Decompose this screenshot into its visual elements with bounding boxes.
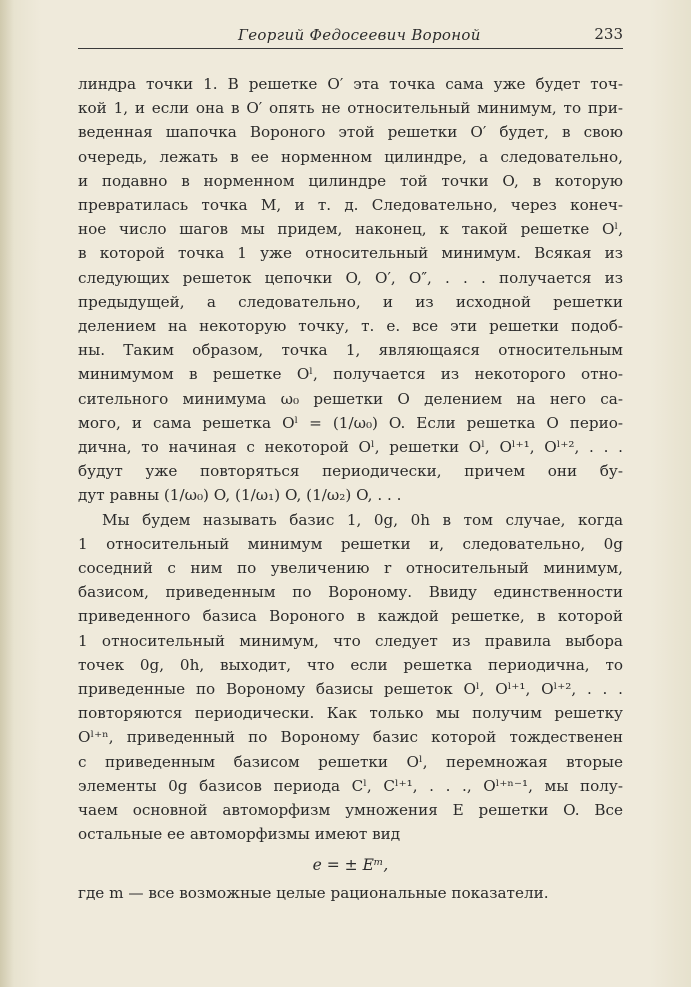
- page-number: 233: [594, 25, 623, 43]
- text-line: ны. Таким образом, точка 1, являющаяся относительным: [78, 341, 623, 360]
- text-line: 1 относительный минимум, что следует из правила выбора: [78, 631, 623, 650]
- text-line: минимумом в решетке Oˡ, получается из некоторого отно-: [78, 365, 623, 384]
- body-text: [78, 72, 623, 905]
- page-header: [78, 22, 623, 49]
- text-line: 1 относительный минимум решетки и, следовательно, 0g: [78, 534, 623, 553]
- text-line: элементы 0g базисов периода Cˡ, Cˡ⁺¹, . . ., Oˡ⁺ⁿ⁻¹, мы полу-: [78, 776, 623, 795]
- text-line: с приведенным базисом решетки Oˡ, перемножая вторые: [78, 752, 623, 771]
- text-line: в которой точка 1 уже относительный минимум. Всякая из: [78, 244, 623, 263]
- paragraph-1: [78, 72, 623, 508]
- text-line: Oˡ⁺ⁿ, приведенный по Вороному базис которой тождественен: [78, 728, 623, 747]
- text-line: где m — все возможные целые рациональные показатели.: [78, 883, 549, 902]
- text-line: повторяются периодически. Как только мы получим решетку: [78, 704, 623, 723]
- text-line: остальные ее автоморфизмы имеют вид: [78, 825, 401, 844]
- text-line: Мы будем называть базис 1, 0g, 0h в том случае, когда: [102, 510, 623, 529]
- text-line: дична, то начиная с некоторой Oˡ, решетки Oˡ, Oˡ⁺¹, Oˡ⁺², . . .: [78, 438, 623, 457]
- running-head: Георгий Федосеевич Вороной: [238, 26, 481, 44]
- text-line: сительного минимума ω₀ решетки O делением на него са-: [78, 389, 623, 408]
- paragraph-3: [78, 881, 623, 905]
- text-line: ное число шагов мы придем, наконец, к такой решетке Oˡ,: [78, 220, 623, 239]
- text-line: предыдущей, а следовательно, и из исходной решетки: [78, 292, 623, 311]
- text-line: линдра точки 1. В решетке O′ эта точка сама уже будет точ-: [78, 75, 623, 93]
- paragraph-2: [78, 508, 623, 847]
- text-line: мого, и сама решетка Oˡ = (1/ω₀) O. Если решетка O перио-: [78, 413, 623, 432]
- text-line: приведенного базиса Вороного в каждой решетке, в которой: [78, 607, 623, 626]
- text-line: будут уже повторяться периодически, причем они бу-: [78, 462, 623, 481]
- formula: e = ± Eᵐ,: [312, 855, 389, 874]
- text-line: точек 0g, 0h, выходит, что если решетка периодична, то: [78, 655, 623, 674]
- page-gutter-shadow: [0, 0, 14, 987]
- text-line: делением на некоторую точку, т. е. все эти решетки подоб-: [78, 317, 623, 336]
- text-line: дут равны (1/ω₀) O, (1/ω₁) O, (1/ω₂) O, . . .: [78, 486, 402, 505]
- text-line: превратилась точка M, и т. д. Следовательно, через конеч-: [78, 196, 623, 215]
- text-line: и подавно в норменном цилиндре той точки O, в которую: [78, 171, 623, 190]
- text-line: кой 1, и если она в O′ опять не относительный минимум, то при-: [78, 99, 623, 118]
- text-line: очередь, лежать в ее норменном цилиндре, а следовательно,: [78, 147, 623, 166]
- text-line: следующих решеток цепочки O, O′, O″, . . . получается из: [78, 268, 623, 287]
- text-line: приведенные по Вороному базисы решеток Oˡ, Oˡ⁺¹, Oˡ⁺², . . .: [78, 680, 623, 699]
- text-line: соседний с ним по увеличению r относительный минимум,: [78, 559, 623, 578]
- text-line: веденная шапочка Вороного этой решетки O′ будет, в свою: [78, 123, 623, 142]
- text-line: базисом, приведенным по Вороному. Ввиду единственности: [78, 583, 623, 602]
- text-line: чаем основной автоморфизм умножения E решетки O. Все: [78, 801, 623, 820]
